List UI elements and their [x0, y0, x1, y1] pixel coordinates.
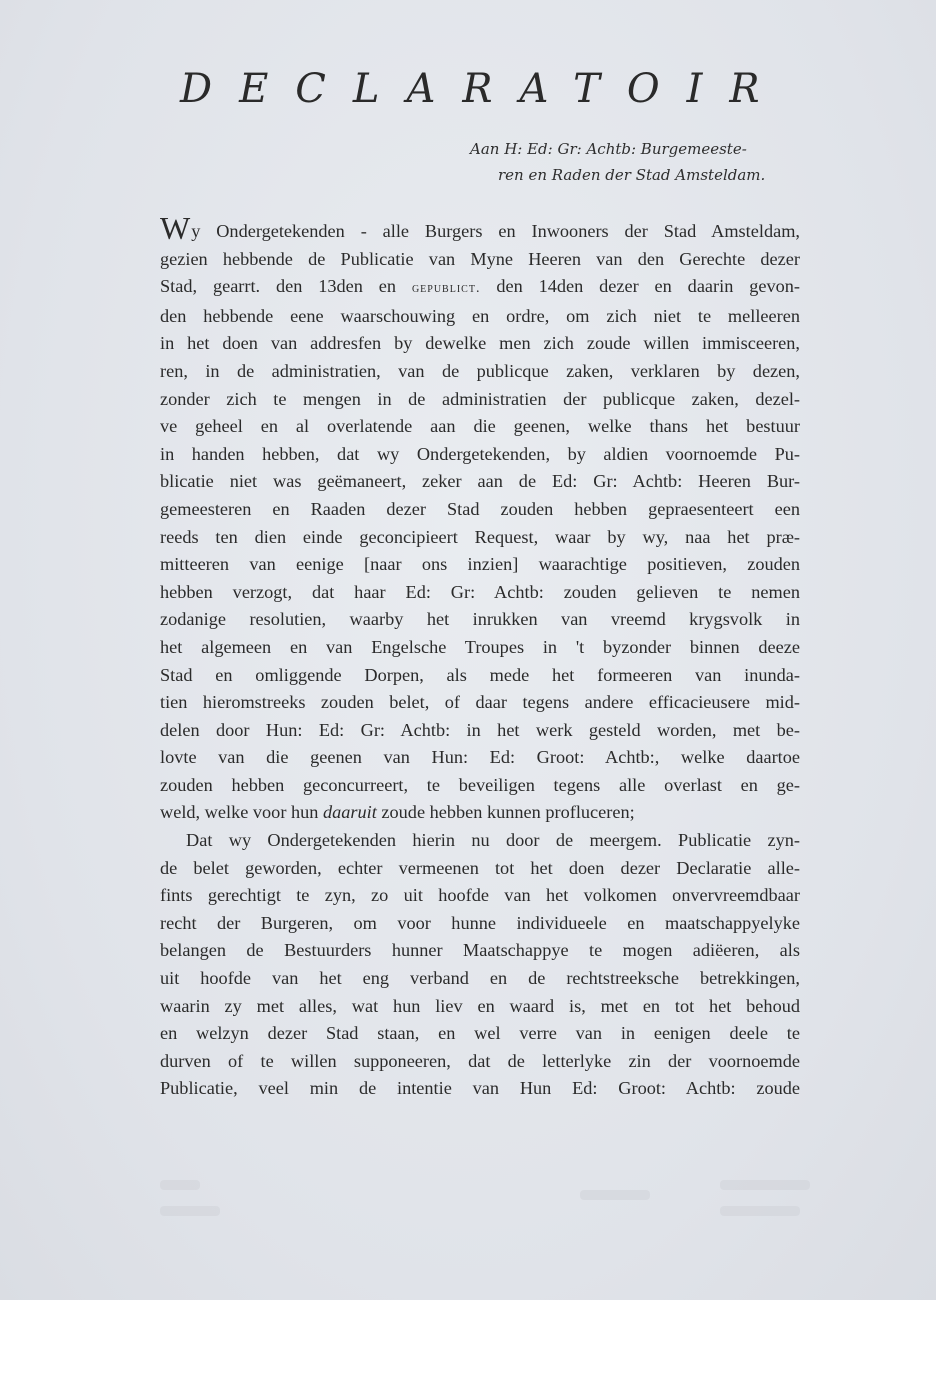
italic-word: daaruit — [322, 802, 377, 823]
body-line: uit hoofde van het eng verband en de rechtstreeksche betrekkingen, — [160, 968, 800, 989]
body-line: in handen hebben, dat wy Ondergetekenden, by aldien voornoemde Pu- — [160, 443, 800, 464]
address-line: ren en Raden der Stad Amsteldam. — [498, 166, 766, 184]
body-line: zouden hebben geconcurreert, te beveiligen tegens alle overlast en ge- — [160, 774, 800, 795]
body-line: weld, welke voor hun daaruit zoude hebben kunnen profluceren; — [160, 802, 635, 823]
address-block — [470, 136, 790, 188]
body-line: tien hieromstreeks zouden belet, of daar tegens andere efficacieusere mid- — [160, 692, 800, 713]
body-line: waarin zy met alles, wat hun liev en waard is, met en tot het behoud — [160, 995, 800, 1016]
smallcaps-word: gepublict. — [411, 281, 481, 297]
body-line: Wy Ondergetekenden - alle Burgers en Inwooners der Stad Amsteldam, — [160, 210, 800, 246]
body-line: recht der Burgeren, om voor hunne individueele en maatschappyelyke — [160, 912, 800, 933]
body-line: Stad, gearrt. den 13den en gepublict. den 14den dezer en daarin gevon- — [160, 276, 800, 297]
body-line: ve geheel en al overlatende aan die geenen, welke thans het bestuur — [160, 416, 800, 437]
address-line: Aan H: Ed: Gr: Achtb: Burgemeeste- — [470, 140, 747, 158]
body-line: gemeesteren en Raaden dezer Stad zouden hebben gepraesenteert een — [160, 498, 800, 519]
body-line: lovte van die geenen van Hun: Ed: Groot: Achtb:, welke daartoe — [160, 747, 800, 768]
body-line: het algemeen en van Engelsche Troupes in 't byzonder binnen deeze — [160, 636, 800, 657]
body-line: delen door Hun: Ed: Gr: Achtb: in het werk gesteld worden, met be- — [160, 719, 800, 740]
body-line: Publicatie, veel min de intentie van Hun Ed: Groot: Achtb: zoude — [160, 1078, 800, 1099]
document-title: DECLARATOIR — [180, 66, 787, 112]
body-line: in het doen van addresfen by dewelke men zich zoude willen immisceeren, — [160, 333, 800, 354]
ghost-mark — [720, 1206, 800, 1216]
body-line: belangen de Bestuurders hunner Maatschappye te mogen adiëeren, als — [160, 940, 800, 961]
body-line: reeds ten dien einde geconcipieert Request, waar by wy, naa het præ- — [160, 526, 800, 547]
declaration-body — [160, 210, 800, 1103]
body-line: blicatie niet was geëmaneert, zeker aan de Ed: Gr: Achtb: Heeren Bur- — [160, 471, 800, 492]
ghost-mark — [720, 1180, 810, 1190]
body-line: hebben verzogt, dat haar Ed: Gr: Achtb: zouden gelieven te nemen — [160, 581, 800, 602]
ghost-mark — [160, 1180, 200, 1190]
body-line: zodanige resolutien, waarby het inrukken van vreemd krygsvolk in — [160, 609, 800, 630]
body-line: Stad en omliggende Dorpen, als mede het formeeren van inunda- — [160, 664, 800, 685]
body-line: zonder zich te mengen in de administratien der publicque zaken, dezel- — [160, 388, 800, 409]
bleed-through-marks — [60, 1160, 860, 1240]
body-line: ren, in de administratien, van de publicque zaken, verklaren by dezen, — [160, 360, 800, 381]
body-line: Dat wy Ondergetekenden hierin nu door de meergem. Publicatie zyn- — [186, 830, 800, 851]
body-line: de belet geworden, echter vermeenen tot het doen dezer Declaratie alle- — [160, 857, 800, 878]
body-line: en welzyn dezer Stad staan, en wel verre van in eenigen deele te — [160, 1023, 800, 1044]
body-line: gezien hebbende de Publicatie van Myne Heeren van den Gerechte dezer — [160, 248, 800, 269]
ghost-mark — [160, 1206, 220, 1216]
body-line: den hebbende eene waarschouwing en ordre, om zich niet te melleeren — [160, 305, 800, 326]
ghost-mark — [580, 1190, 650, 1200]
body-line: fints gerechtigt te zyn, zo uit hoofde van het volkomen onvervreemdbaar — [160, 885, 800, 906]
body-line: durven of te willen supponeeren, dat de letterlyke zin der voornoemde — [160, 1050, 800, 1071]
body-line: mitteeren van eenige [naar ons inzien] waarachtige positieven, zouden — [160, 554, 800, 575]
drop-cap: W — [160, 210, 191, 246]
